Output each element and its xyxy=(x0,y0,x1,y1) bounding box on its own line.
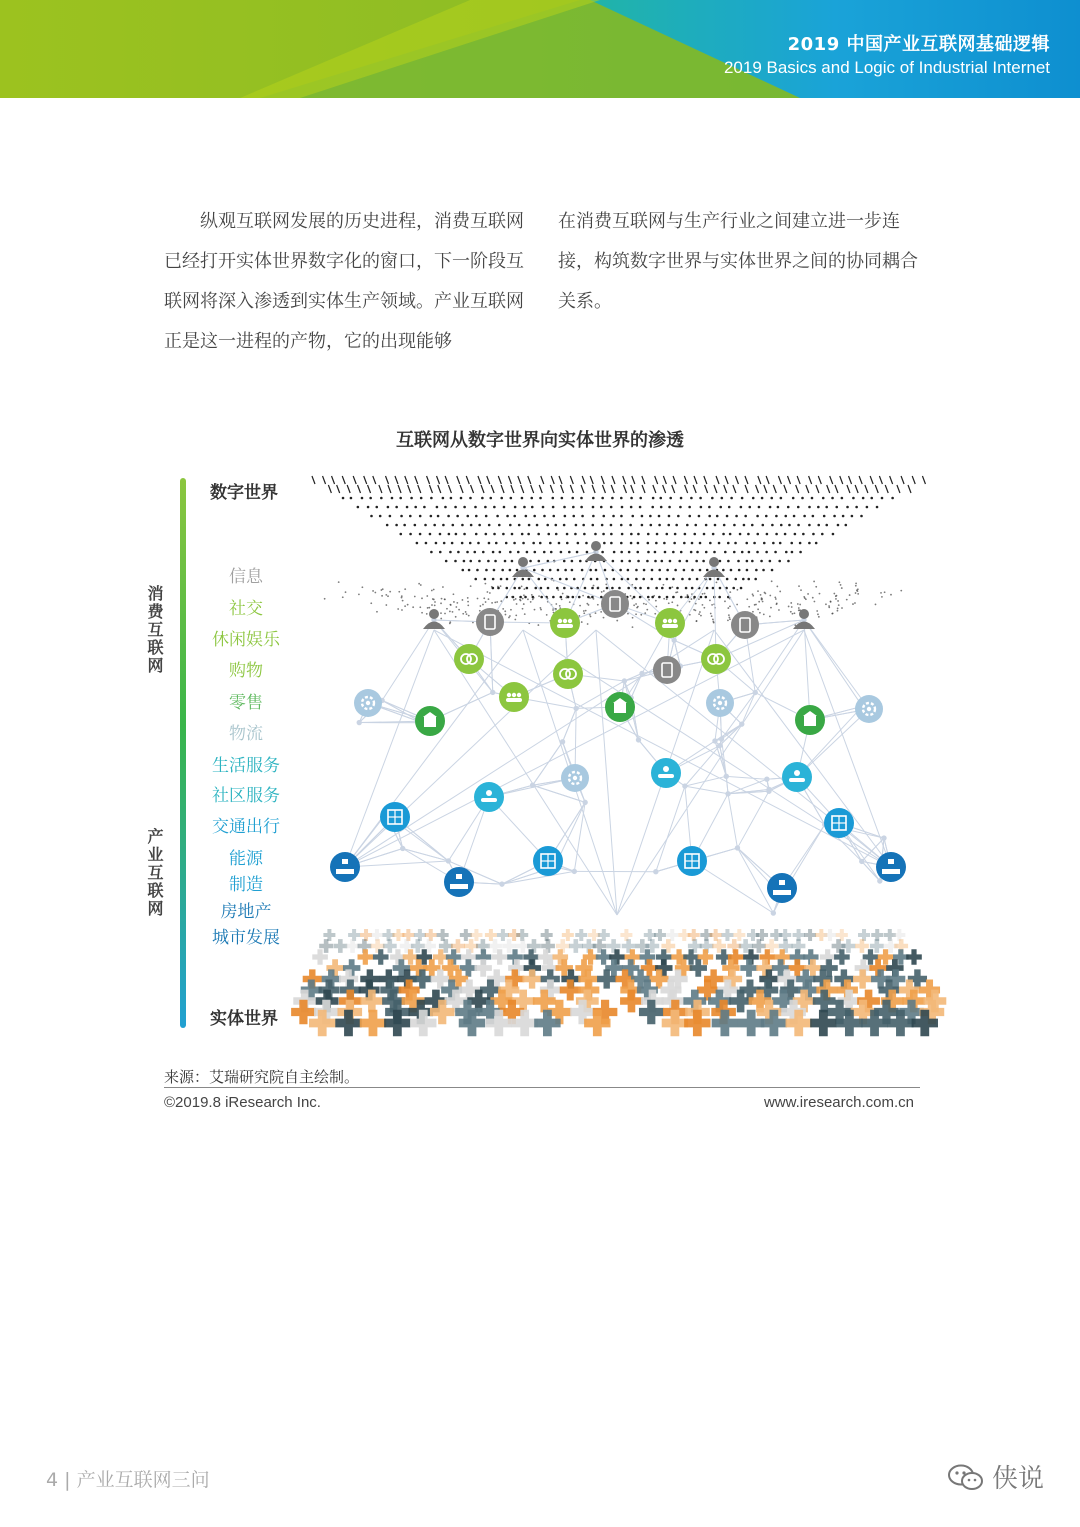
header-title-en: 2019 Basics and Logic of Industrial Internet xyxy=(723,58,1050,77)
industry-label: 社交 xyxy=(229,599,263,619)
industry-label: 购物 xyxy=(229,661,263,681)
user-icon xyxy=(585,541,607,561)
body-paragraph-right: 在消费互联网与生产行业之间建立进一步连接，构筑数字世界与实体世界之间的协同耦合关系。 xyxy=(558,211,918,312)
network-node-icon xyxy=(533,846,563,876)
user-icon xyxy=(423,609,445,629)
network-node-icon xyxy=(605,692,635,722)
network-node-icon xyxy=(653,656,681,684)
network-node-icon xyxy=(415,706,445,736)
network-node-icon xyxy=(795,705,825,735)
digital-world-label: 数字世界 xyxy=(210,483,278,503)
network-node-icon xyxy=(553,659,583,689)
header-title-cn: 2019 中国产业互联网基础逻辑 xyxy=(787,34,1050,55)
digital-data-field xyxy=(312,476,925,628)
industrial-internet-label: 产业互联网 xyxy=(145,828,164,918)
network-node-icon xyxy=(550,608,580,638)
wechat-icon xyxy=(946,1462,986,1492)
footer-brand xyxy=(946,1458,1044,1495)
network-node-icon xyxy=(601,590,629,618)
network-node-icon xyxy=(380,802,410,832)
industry-label: 零售 xyxy=(229,693,263,713)
industry-label: 生活服务 xyxy=(212,756,280,776)
network-node-icon xyxy=(651,758,681,788)
network-node-icon xyxy=(782,762,812,792)
network-node-icon xyxy=(731,611,759,639)
figure-source: 来源：艾瑞研究院自主绘制。 xyxy=(164,1068,360,1086)
network-node-icon xyxy=(701,644,731,674)
body-paragraph-left: 纵观互联网发展的历史进程，消费互联网已经打开实体世界数字化的窗口，下一阶段互联网将深入渗透到实体生产领域。产业互联网正是这一进程的产物，它的出现能够 xyxy=(164,211,524,352)
industry-label: 交通出行 xyxy=(212,817,280,837)
axis-gradient-bar xyxy=(180,478,186,1028)
network-node-icon xyxy=(767,873,797,903)
user-icon xyxy=(512,557,534,577)
network-node-icon xyxy=(354,689,382,717)
network-mesh xyxy=(343,550,893,915)
copyright-text: ©2019.8 iResearch Inc. xyxy=(164,1094,321,1111)
network-node-icon xyxy=(706,689,734,717)
network-node-icon xyxy=(330,852,360,882)
industry-label: 制造 xyxy=(229,875,263,895)
user-icon xyxy=(793,609,815,629)
network-node-icon xyxy=(655,608,685,638)
network-node-icon xyxy=(824,808,854,838)
industry-label: 房地产 xyxy=(220,902,272,922)
industry-label: 物流 xyxy=(229,724,263,744)
user-icon xyxy=(703,557,725,577)
network-node-icon xyxy=(474,782,504,812)
network-node-icon xyxy=(561,764,589,792)
figure-title: 互联网从数字世界向实体世界的渗透 xyxy=(396,430,684,451)
industry-label: 城市发展 xyxy=(212,928,280,948)
network-node-icon xyxy=(476,608,504,636)
network-node-icon xyxy=(855,695,883,723)
footer-page-label: 4 | 产业互联网三问 xyxy=(46,1469,210,1491)
network-node-icon xyxy=(677,846,707,876)
network-node-icon xyxy=(454,644,484,674)
industry-label: 能源 xyxy=(229,849,263,869)
consumer-internet-label: 消费互联网 xyxy=(145,585,164,675)
network-node-icon xyxy=(499,682,529,712)
industry-label: 信息 xyxy=(229,567,263,587)
physical-world-floor xyxy=(291,929,946,1036)
network-node-icon xyxy=(876,852,906,882)
source-divider xyxy=(164,1087,920,1088)
industry-label: 休闲娱乐 xyxy=(212,630,280,650)
industry-label: 社区服务 xyxy=(212,786,280,806)
footer-brand-name: 侠说 xyxy=(991,1464,1044,1494)
physical-world-label: 实体世界 xyxy=(210,1009,278,1029)
network-node-icon xyxy=(444,867,474,897)
website-link[interactable]: www.iresearch.com.cn xyxy=(763,1094,914,1111)
